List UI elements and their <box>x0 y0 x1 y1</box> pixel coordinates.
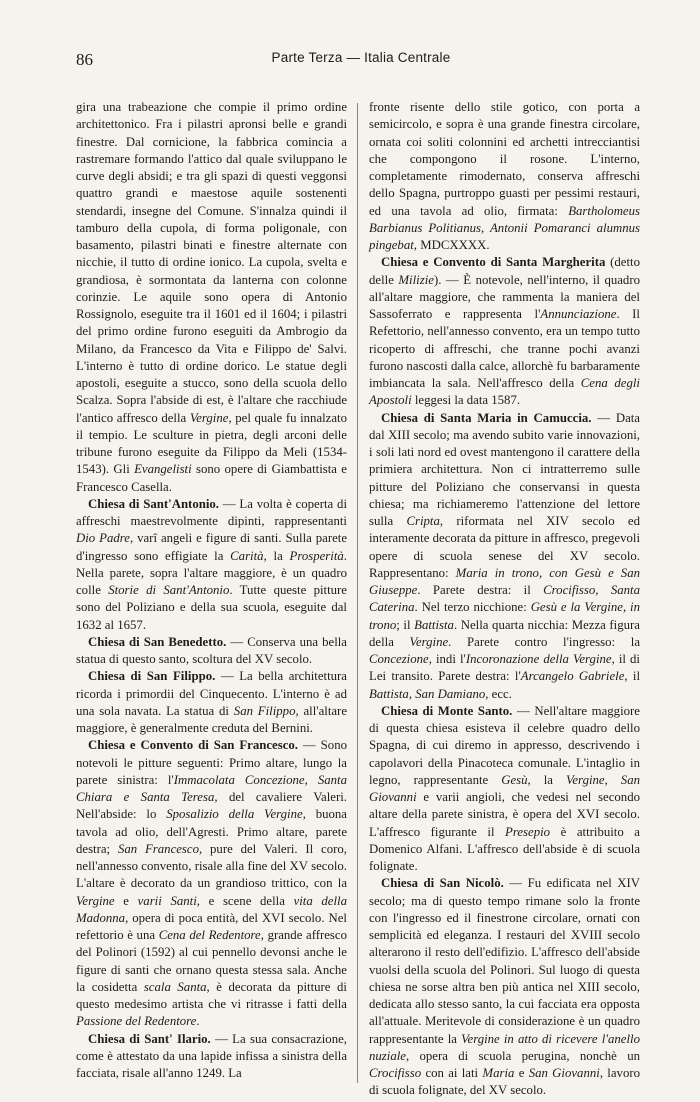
paragraph-sant-ilario: Chiesa di Sant' Ilario. — La sua consacrazione, come è attestato da una lapide infissa a sinistra della facciata, risale all'anno 1249. La <box>76 1031 347 1080</box>
heading-san-francesco: Chiesa e Convento di San Francesco. <box>88 738 298 753</box>
paragraph-sant-antonio: Chiesa di Sant'Antonio. — La volta è coperta di affreschi maestrevolmente dipinti, rappresentanti Dio Padre, varî angeli e figure di santi. Sulla parete d'ingresso sono effigiate la Carità, la Prosperità. Nella parete, sopra l'altare maggiore, è un quadro colle Storie di Sant'Antonio. Tutte queste pitture sono del Poliziano e della sua scuola, eseguite dal 1632 al 1657. <box>76 496 347 632</box>
heading-sant-antonio: Chiesa di Sant'Antonio. <box>88 496 219 511</box>
page-number: 86 <box>76 50 93 69</box>
right-column <box>369 99 641 1098</box>
paragraph-santa-margherita: Chiesa e Convento di Santa Margherita (detto delle Milizie). — È notevole, nell'interno, il quadro all'altare maggiore, che rammenta la maniera del Sassoferrato e rappresenta l'Annunciazione. Il Refettorio, nell'annesso convento, era un tempo tutto ricoperto di affreschi, che tranne pochi avanzi furono nascosti dalla calce, allorchè fu barbaramente imbiancata la sala. Nell'affresco della Cena degli Apostoli leggesi la data 1587. <box>369 255 640 408</box>
heading-monte-santo: Chiesa di Monte Santo. <box>381 703 513 718</box>
paragraph-monte-santo: Chiesa di Monte Santo. — Nell'altare maggiore di questa chiesa esisteva il celebre quadro dello Spagna, di cui diremo in appresso, descrivendo i capolavori della Pinacoteca comunale. L'intaglio in legno, rappresentante Gesù, la Vergine, San Giovanni e varii angioli, che vedesi nel secondo altare della parete sinistra, è opera del XVI secolo. L'affresco figurante il Presepio è attribuito a Domenico Alfani. L'affresco dell'abside è di scuola folignate. <box>369 703 640 873</box>
text-columns <box>76 99 650 1098</box>
column-divider <box>357 103 358 1083</box>
left-column <box>76 99 347 1089</box>
paragraph-san-francesco: Chiesa e Convento di San Francesco. — Sono notevoli le pitture seguenti: Primo altare, lungo la parete sinistra: l'Immacolata Concezione, Santa Chiara e Santa Teresa, del cavaliere Valeri. Nell'abside: lo Sposalizio della Vergine, buona tavola ad olio, dell'Agresti. Primo altare, parete destra; San Francesco, pure del Valeri. Il coro, nell'annesso convento, risale alla fine del XV secolo. L'altare è decorato da un grandioso trittico, con la Vergine e varii Santi, e scene della vita della Madonna, opera di poca entità, del XVI secolo. Nel refettorio è una Cena del Redentore, grande affresco del Polinori (1592) al cui pennello devonsi anche le figure di santi che ornano questa stessa sala. Anche la cosidetta scala Santa, è decorata da pitture di questo medesimo artista che vi ritrasse i fatti della Passione del Redentore. <box>76 738 347 1029</box>
heading-san-benedetto: Chiesa di San Benedetto. <box>88 634 227 649</box>
heading-santa-margherita: Chiesa e Convento di Santa Margherita <box>381 255 606 270</box>
heading-san-nicolo: Chiesa di San Nicolò. <box>381 876 504 891</box>
heading-santa-maria-camuccia: Chiesa di Santa Maria in Camuccia. <box>381 410 592 425</box>
paragraph-san-benedetto: Chiesa di San Benedetto. — Conserva una bella statua di questo santo, scoltura del XV secolo. <box>76 634 347 666</box>
running-title: Parte Terza — Italia Centrale <box>271 50 451 65</box>
paragraph-san-filippo: Chiesa di San Filippo. — La bella architettura ricorda i primordii del Cinquecento. L'interno è ad una sola navata. La statua di San Filippo, all'altare maggiore, è generalmente creduta del Bernini. <box>76 669 347 735</box>
paragraph-cathedral-description: gira una trabeazione che compie il primo ordine architettonico. Fra i pilastri apronsi belle e grandi finestre. Dal cornicione, la fabbrica comincia a rastremare formando l'attico dal quale sviluppano le curve degli absidi; e tra gli spazi di questi veggonsi quattro grandi e maestose aquile sostenenti stendardi, insegne del Comune. S'innalza quindi il tamburo della cupola, di forma poligonale, con basamento, pilastri binati e finestre alternate con nicchie, il tutto di ordine ionico. La cupola, svelta e grandiosa, è sormontata da lanterna con colonne corinzie. Le aquile sono opera di Antonio Rossignolo, eseguite tra il 1601 ed il 1604; i pilastri del primo ordine furono eseguiti da Ambrogio da Milano, da Francesco da Vita e Filippo de' Salvi. L'interno è tutto di ordine dorico. Le statue degli apostoli, eseguite a stucco, sono della scuola dello Scalza. Sopra l'abside di est, è l'altare che racchiude l'antico affresco della Vergine, pel quale fu innalzato il tempio. Le sculture in pietra, degli arconi delle tribune furono eseguite da Filippo da Meli (1534-1543). Gli Evangelisti sono opere di Giambattista e Francesco Casella. <box>76 100 347 494</box>
heading-san-filippo: Chiesa di San Filippo. <box>88 669 216 684</box>
paragraph-sant-ilario-continued: fronte risente dello stile gotico, con porta a semicircolo, e sopra è una grande finestra circolare, ornata coi soliti colonnini ed archetti intrecciantisi che compongono il rosone. L'interno, completamente rimodernato, conserva affreschi dello Spagna, purtroppo guasti per pessimi restauri, ed una tavola ad olio, firmata: Bartholomeus Barbianus Politianus, Antonii Pomaranci alumnus pingebat, MDCXXXX. <box>369 100 640 252</box>
heading-sant-ilario: Chiesa di Sant' Ilario. <box>88 1031 211 1046</box>
paragraph-san-nicolo: Chiesa di San Nicolò. — Fu edificata nel XIV secolo; ma di questo tempo rimane solo la fronte con l'ingresso ed il finestrone circolare, ornati con semplicità ed eleganza. I restauri del XVIII secolo alterarono il resto dell'edifizio. L'affresco dell'abside vuolsi della scuola del Polinori. Sul luogo di questa chiesa ne sorse altra ben più antica nel XIII secolo, dedicata allo stesso santo, la cui facciata era opposta all'attuale. Meritevole di considerazione è un quadro rappresentante la Vergine in atto di ricevere l'anello nuziale, opera di scuola perugina, nonchè un Crocifisso con ai lati Maria e San Giovanni, lavoro di scuola folignate, del XV secolo. <box>369 876 641 1098</box>
paragraph-santa-maria-camuccia: Chiesa di Santa Maria in Camuccia. — Data dal XIII secolo; ma avendo subito varie innovazioni, i soli lati nord ed ovest mantengono il carattere della primiera architettura. Non ci intratterremo sulle pitture del Poliziano che conservansi in questa chiesa; ma richiameremo l'attenzione del lettore sulla Cripta, riformata nel XIV secolo ed interamente decorata da pitture in affresco, pregevoli opere di scuola senese del XV secolo. Rappresentano: Maria in trono, con Gesù e San Giuseppe. Parete destra: il Crocifisso, Santa Caterina. Nel terzo nicchione: Gesù e la Vergine, in trono; il Battista. Nella quarta nicchia: Mezza figura della Vergine. Parete contro l'ingresso: la Concezione, indi l'Incoronazione della Vergine, il di Lei transito. Parete destra: l'Arcangelo Gabriele, il Battista, San Damiano, ecc. <box>369 410 640 701</box>
page-header <box>72 50 650 72</box>
